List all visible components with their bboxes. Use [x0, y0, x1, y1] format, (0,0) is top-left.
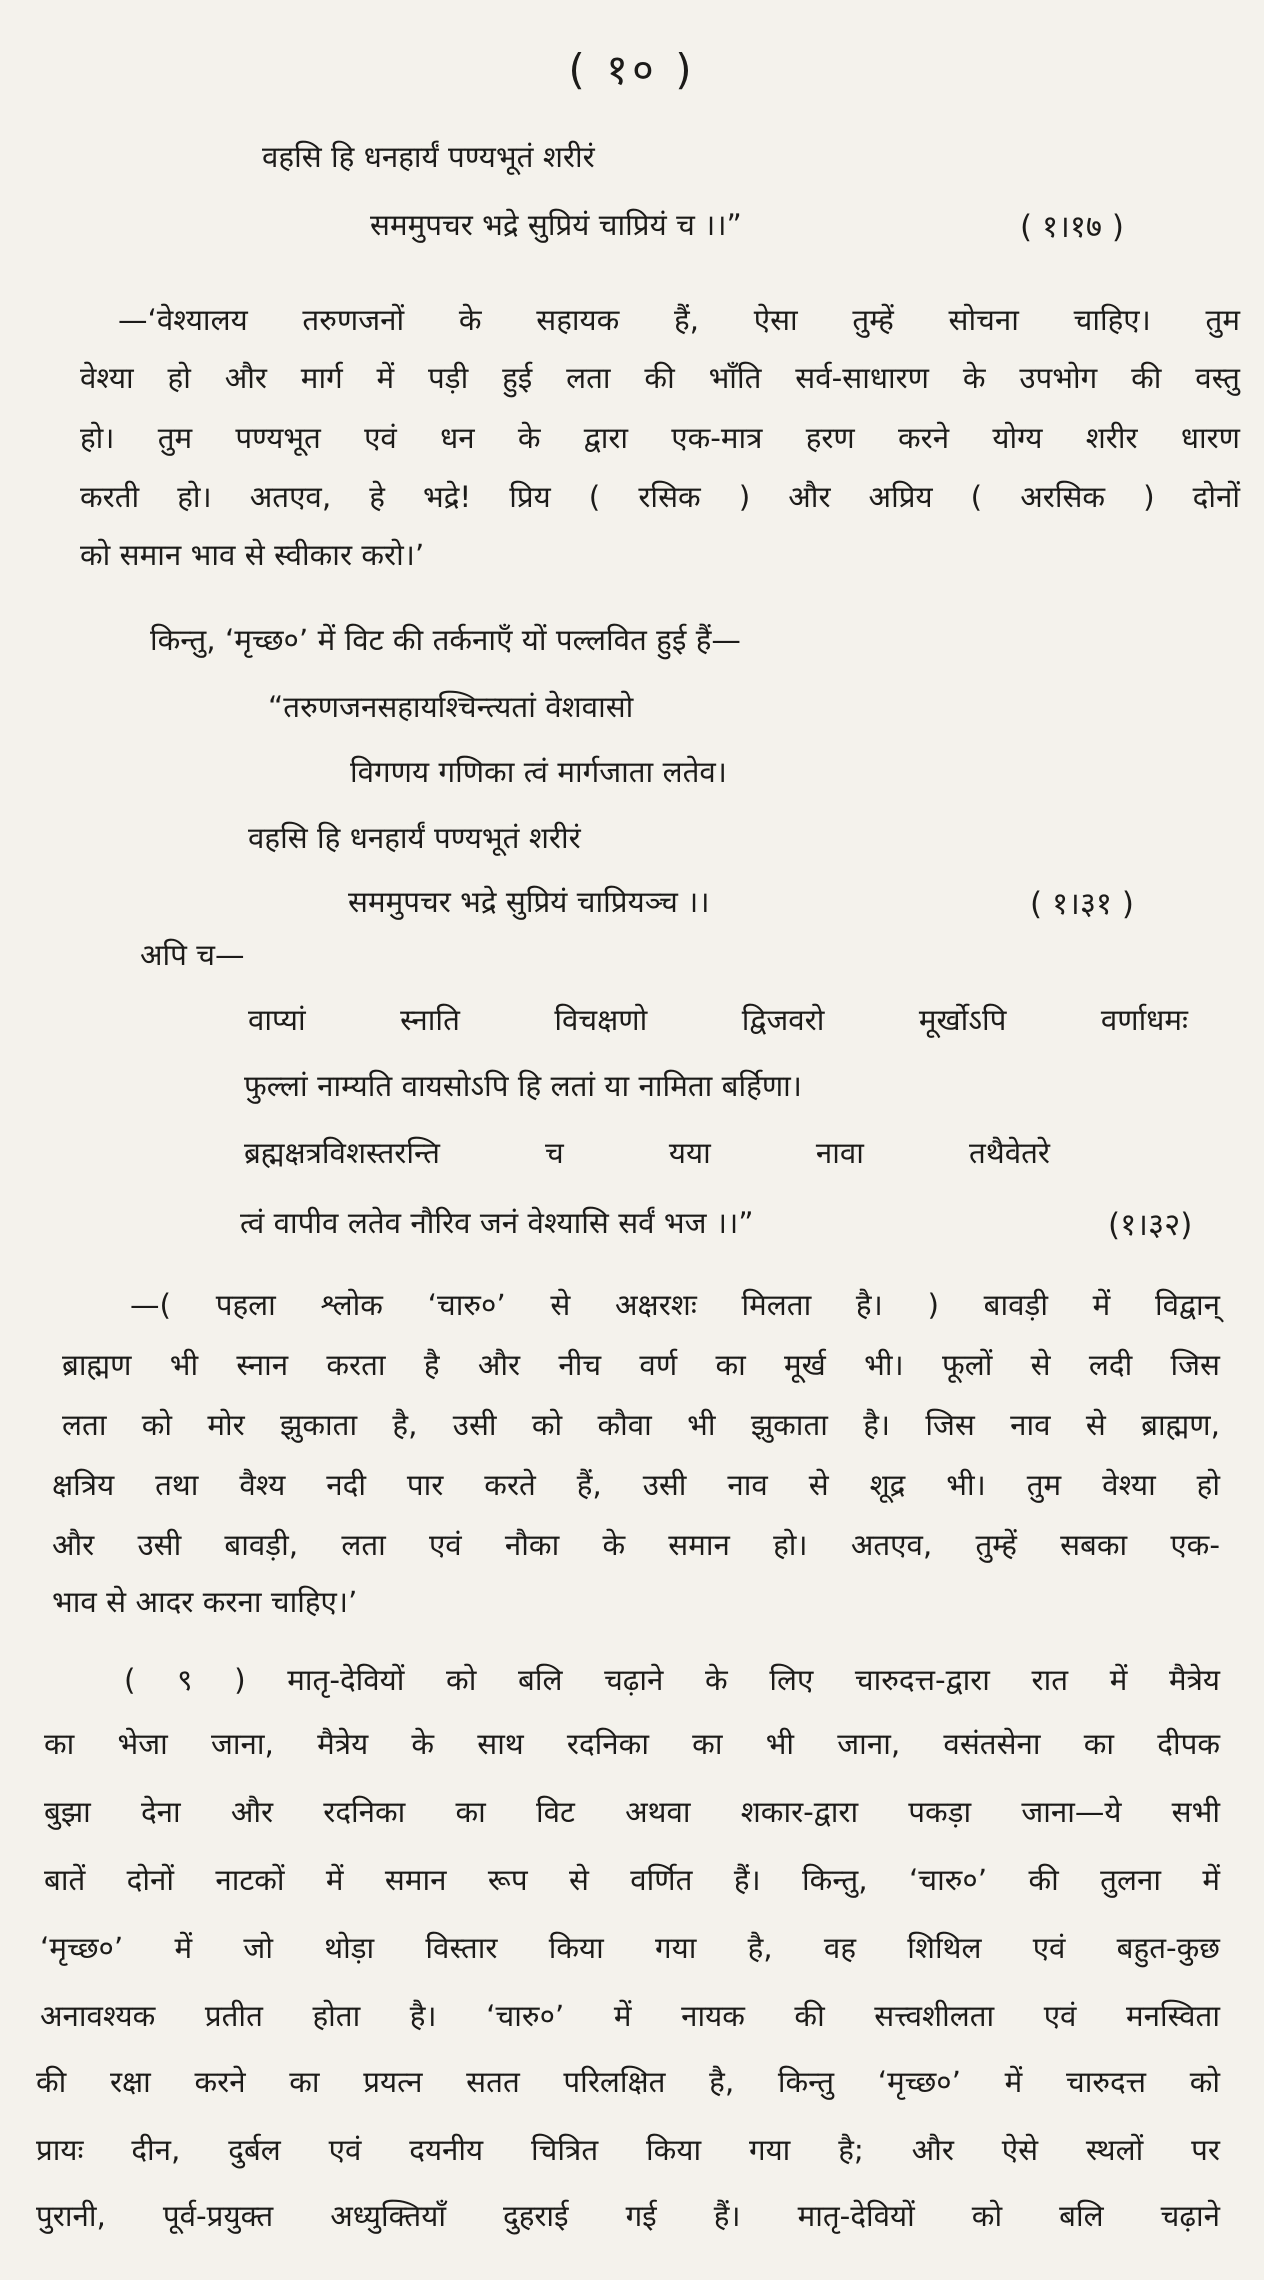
verse-2-line-1: “तरुणजनसहायश्चिन्त्यतां वेशवासो	[268, 690, 634, 724]
section-9-line-9: पुरानी, पूर्व-प्रयुक्त अध्युक्तियाँ दुहराई गई हैं। मातृ-देवियों को बलि चढ़ाने	[36, 2199, 1220, 2233]
translation-2-line-3: लता को मोर झुकाता है, उसी को कौवा भी झुकाता है। जिस नाव से ब्राह्मण,	[62, 1408, 1220, 1442]
translation-1-line-1: —‘वेश्यालय तरुणजनों के सहायक हैं, ऐसा तुम्हें सोचना चाहिए। तुम	[118, 303, 1240, 337]
section-9-line-8: प्रायः दीन, दुर्बल एवं दयनीय चित्रित किया गया है; और ऐसे स्थलों पर	[36, 2133, 1220, 2167]
section-9-line-4: बातें दोनों नाटकों में समान रूप से वर्णित हैं। किन्तु, ‘चारु०’ की तुलना में	[44, 1863, 1220, 1897]
verse-1-line-2: सममुपचर भद्रे सुप्रियं चाप्रियं च ।।”	[370, 208, 742, 242]
page-number: ( १० )	[568, 45, 696, 94]
section-9-line-7: की रक्षा करने का प्रयत्न सतत परिलक्षित है, किन्तु ‘मृच्छ०’ में चारुदत्त को	[36, 2065, 1220, 2099]
verse-2-line-3: वहसि हि धनहार्यं पण्यभूतं शरीरं	[248, 821, 581, 855]
translation-1-line-3: हो। तुम पण्यभूत एवं धन के द्वारा एक-मात्र हरण करने योग्य शरीर धारण	[80, 421, 1240, 455]
section-9-line-3: बुझा देना और रदनिका का विट अथवा शकार-द्वारा पकड़ा जाना—ये सभी	[44, 1795, 1220, 1829]
translation-2-line-1: —( पहला श्लोक ‘चारु०’ से अक्षरशः मिलता है। ) बावड़ी में विद्वान्	[130, 1288, 1220, 1322]
api-cha: अपि च—	[140, 938, 245, 972]
translation-2-line-5: और उसी बावड़ी, लता एवं नौका के समान हो। अतएव, तुम्हें सबका एक-	[52, 1528, 1220, 1562]
verse-3-line-2: फुल्लां नाम्यति वायसोऽपि हि लतां या नामिता बर्हिणा।	[244, 1069, 802, 1103]
intro-line: किन्तु, ‘मृच्छ०’ में विट की तर्कनाएँ यों पल्लवित हुई हैं—	[150, 623, 741, 657]
section-9-line-1: ( ९ ) मातृ-देवियों को बलि चढ़ाने के लिए चारुदत्त-द्वारा रात में मैत्रेय	[124, 1663, 1220, 1697]
translation-2-line-2: ब्राह्मण भी स्नान करता है और नीच वर्ण का मूर्ख भी। फूलों से लदी जिस	[62, 1348, 1220, 1382]
verse-3-line-4: त्वं वापीव लतेव नौरिव जनं वेश्यासि सर्वं भज ।।”	[240, 1206, 754, 1240]
translation-2-line-6: भाव से आदर करना चाहिए।’	[52, 1585, 358, 1619]
section-9-line-5: ‘मृच्छ०’ में जो थोड़ा विस्तार किया गया है, वह शिथिल एवं बहुत-कुछ	[40, 1931, 1220, 1965]
verse-3-reference: (१।३२)	[1108, 1207, 1193, 1243]
verse-3-line-1: वाप्यां स्नाति विचक्षणो द्विजवरो मूर्खोऽपि वर्णाधमः	[248, 1003, 1188, 1037]
verse-1-reference: ( १।१७ )	[1020, 209, 1125, 245]
verse-2-line-2: विगणय गणिका त्वं मार्गजाता लतेव।	[350, 755, 727, 789]
section-9-line-6: अनावश्यक प्रतीत होता है। ‘चारु०’ में नायक की सत्त्वशीलता एवं मनस्विता	[40, 1999, 1220, 2033]
translation-2-line-4: क्षत्रिय तथा वैश्य नदी पार करते हैं, उसी नाव से शूद्र भी। तुम वेश्या हो	[52, 1468, 1220, 1502]
verse-3-line-3: ब्रह्मक्षत्रविशस्तरन्ति च यया नावा तथैवेतरे	[244, 1136, 1050, 1170]
verse-1-line-1: वहसि हि धनहार्यं पण्यभूतं शरीरं	[262, 140, 595, 174]
translation-1-line-4: करती हो। अतएव, हे भद्रे! प्रिय ( रसिक ) और अप्रिय ( अरसिक ) दोनों	[80, 480, 1240, 514]
verse-2-reference: ( १।३१ )	[1030, 886, 1135, 922]
section-9-line-2: का भेजा जाना, मैत्रेय के साथ रदनिका का भी जाना, वसंतसेना का दीपक	[44, 1727, 1220, 1761]
verse-2-line-4: सममुपचर भद्रे सुप्रियं चाप्रियञ्च ।।	[348, 885, 710, 919]
translation-1-line-2: वेश्या हो और मार्ग में पड़ी हुई लता की भाँति सर्व-साधारण के उपभोग की वस्तु	[80, 361, 1240, 395]
translation-1-line-5: को समान भाव से स्वीकार करो।’	[80, 538, 425, 572]
